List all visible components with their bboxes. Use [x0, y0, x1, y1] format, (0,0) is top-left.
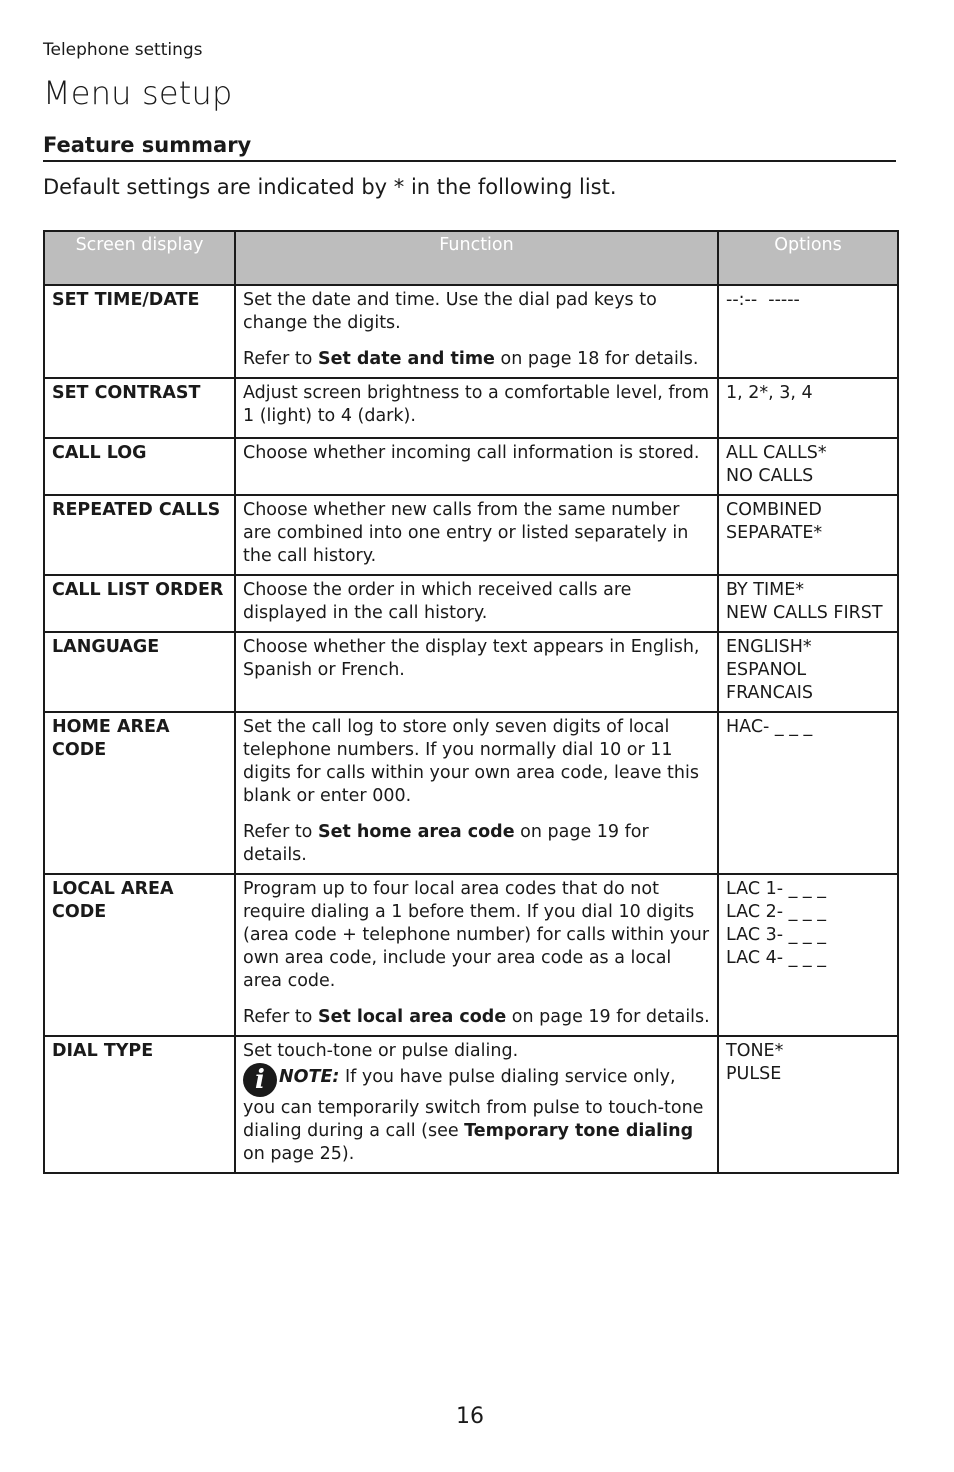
option-value: FRANCAIS	[726, 683, 814, 703]
note	[243, 1063, 710, 1166]
option-value: NO CALLS	[726, 466, 814, 486]
note-suffix: on page 25).	[243, 1144, 355, 1164]
table-row	[44, 378, 898, 438]
option-value: ENGLISH*	[726, 637, 812, 657]
options-cell	[718, 712, 898, 874]
table-row	[44, 632, 898, 712]
option-value: PULSE	[726, 1064, 782, 1084]
ref-link-text: Set date and time	[317, 349, 495, 369]
ref-prefix: Refer to	[243, 349, 318, 369]
table-header-row	[44, 231, 898, 285]
function-text: Set touch-tone or pulse dialing.	[243, 1041, 519, 1061]
option-value: LAC 1- _ _ _	[726, 879, 826, 899]
screen-display-cell: HOME AREA CODE	[44, 712, 235, 874]
note-label: NOTE:	[279, 1067, 340, 1087]
options-cell	[718, 874, 898, 1036]
page-number: 16	[456, 1404, 484, 1429]
ref-link-text: Set local area code	[317, 1007, 507, 1027]
ref-suffix: on page 18 for details.	[494, 349, 699, 369]
function-text: Adjust screen brightness to a comfortable level, from 1 (light) to 4 (dark).	[243, 383, 710, 426]
column-header-options: Options	[718, 231, 898, 285]
function-cell	[235, 285, 718, 378]
option-value: SEPARATE*	[726, 523, 823, 543]
table-row	[44, 495, 898, 575]
options-cell	[718, 575, 898, 632]
options-cell	[718, 1036, 898, 1173]
note-ref-link-text: Temporary tone dialing	[464, 1121, 694, 1141]
ref-link-text: Set home area code	[317, 822, 515, 842]
table-row	[44, 1036, 898, 1173]
page-reference	[243, 821, 710, 867]
table-row	[44, 438, 898, 495]
note-text: If you have pulse dialing service only, you can temporarily switch from pulse to touch-tone dialing during a call (see	[243, 1067, 704, 1141]
function-cell	[235, 874, 718, 1036]
screen-display-cell: REPEATED CALLS	[44, 495, 235, 575]
function-text: Set the date and time. Use the dial pad keys to change the digits.	[243, 290, 657, 333]
screen-display-cell: DIAL TYPE	[44, 1036, 235, 1173]
function-text: Choose whether new calls from the same number are combined into one entry or listed separately in the call history.	[243, 500, 689, 566]
screen-display-cell: CALL LOG	[44, 438, 235, 495]
option-value: ALL CALLS*	[726, 443, 827, 463]
ref-suffix: on page 19 for details.	[506, 1007, 710, 1027]
option-value: ESPANOL	[726, 660, 807, 680]
table-row	[44, 575, 898, 632]
option-value: 1, 2*, 3, 4	[726, 383, 813, 403]
screen-display-cell: LANGUAGE	[44, 632, 235, 712]
screen-display-cell: SET TIME/DATE	[44, 285, 235, 378]
options-cell	[718, 285, 898, 378]
option-value: COMBINED	[726, 500, 822, 520]
function-cell	[235, 1036, 718, 1173]
feature-summary-heading: Feature summary	[43, 133, 896, 162]
function-text: Choose whether incoming call information is stored.	[243, 443, 700, 463]
options-cell	[718, 632, 898, 712]
table-row	[44, 285, 898, 378]
option-value: BY TIME*	[726, 580, 805, 600]
function-text: Choose the order in which received calls are displayed in the call history.	[243, 580, 632, 623]
option-value: --:-- -----	[726, 290, 800, 310]
screen-display-cell: SET CONTRAST	[44, 378, 235, 438]
info-icon: i	[243, 1063, 277, 1097]
intro-text: Default settings are indicated by * in the following list.	[43, 175, 617, 199]
screen-display-cell: CALL LIST ORDER	[44, 575, 235, 632]
function-text: Set the call log to store only seven digits of local telephone numbers. If you normally dial 10 or 11 digits for calls within your own area code, leave this blank or enter 000.	[243, 717, 699, 806]
function-cell	[235, 632, 718, 712]
table-row	[44, 874, 898, 1036]
page-reference	[243, 1006, 710, 1029]
table-row	[44, 712, 898, 874]
function-cell	[235, 378, 718, 438]
page-title: Menu setup	[43, 74, 233, 112]
option-value: LAC 3- _ _ _	[726, 925, 826, 945]
option-value: TONE*	[726, 1041, 784, 1061]
function-cell	[235, 712, 718, 874]
option-value: NEW CALLS FIRST	[726, 603, 883, 623]
options-cell	[718, 438, 898, 495]
options-cell	[718, 495, 898, 575]
screen-display-cell: LOCAL AREA CODE	[44, 874, 235, 1036]
function-text: Program up to four local area codes that do not require dialing a 1 before them. If you dial 10 digits (area code + telephone number) for calls within your own area code, include your area code as a local area code.	[243, 879, 710, 991]
options-cell	[718, 378, 898, 438]
option-value: HAC- _ _ _	[726, 717, 813, 737]
page-reference	[243, 348, 710, 371]
section-label: Telephone settings	[43, 40, 203, 60]
ref-prefix: Refer to	[243, 822, 318, 842]
ref-suffix: on page 19 for details.	[243, 822, 649, 865]
function-cell	[235, 495, 718, 575]
function-text: Choose whether the display text appears in English, Spanish or French.	[243, 637, 700, 680]
column-header-function: Function	[235, 231, 718, 285]
function-cell	[235, 575, 718, 632]
column-header-screen-display: Screen display	[44, 231, 235, 285]
function-cell	[235, 438, 718, 495]
option-value: LAC 2- _ _ _	[726, 902, 826, 922]
feature-table	[43, 230, 899, 1174]
option-value: LAC 4- _ _ _	[726, 948, 826, 968]
ref-prefix: Refer to	[243, 1007, 318, 1027]
